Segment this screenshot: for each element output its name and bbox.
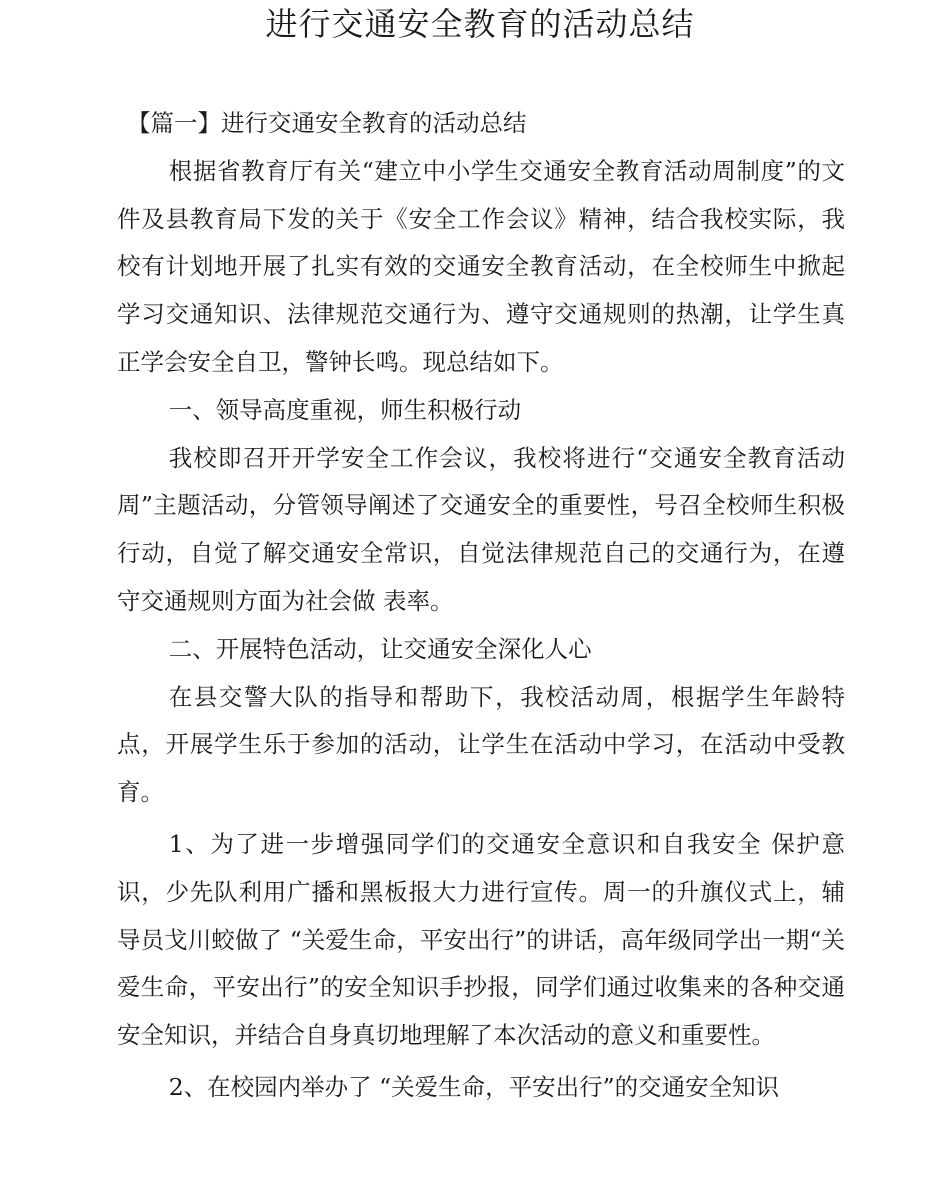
heading-one: 一、领导高度重视，师生积极行动 [168,395,522,424]
paragraph-intro: 根据省教育厅有关“建立中小学生交通安全教育活动周制度”的文件及县教育局下发的关于《安全工作会议》精神，结合我校实际，我校有计划地开展了扎实有效的交通安全教育活动，在全校师生中掀起学习交通知识、法律规范交通行为、遵守交通规则的热潮，让学生真正学会安全自卫，警钟长鸣。现总结如下。 [117,156,845,376]
paragraph-item-2: 2、在校园内举办了 “关爱生命，平安出行”的交通安全知识 [168,1072,780,1101]
document-title: 进行交通安全教育的活动总结 [265,5,695,43]
heading-two: 二、开展特色活动，让交通安全深化人心 [168,634,592,663]
document-body [117,100,845,1112]
section-heading: 【篇一】进行交通安全教育的活动总结 [127,109,527,137]
paragraph-activities: 在县交警大队的指导和帮助下，我校活动周，根据学生年龄特点，开展学生乐于参加的活动，让学生在活动中学习，在活动中受教育。 [117,682,845,807]
paragraph-item-1: 1、为了进一步增强同学们的交通安全意识和自我安全 保护意识，少先队利用广播和黑板报大力进行宣传。周一的升旗仪式上，辅导员戈川蛟做了 “关爱生命，平安出行”的讲话，高年级同学出一期“关爱生命，平安出行”的安全知识手抄报，同学们通过收集来的各种交通安全知识，并结合自身真切地理解了本次活动的意义和重要性。 [117,829,845,1050]
paragraph-leadership: 我校即召开开学安全工作会议，我校将进行“交通安全教育活动周”主题活动，分管领导阐述了交通安全的重要性，号召全校师生积极行动，自觉了解交通安全常识，自觉法律规范自己的交通行为，在遵守交通规则方面为社会做 表率。 [117,443,845,615]
